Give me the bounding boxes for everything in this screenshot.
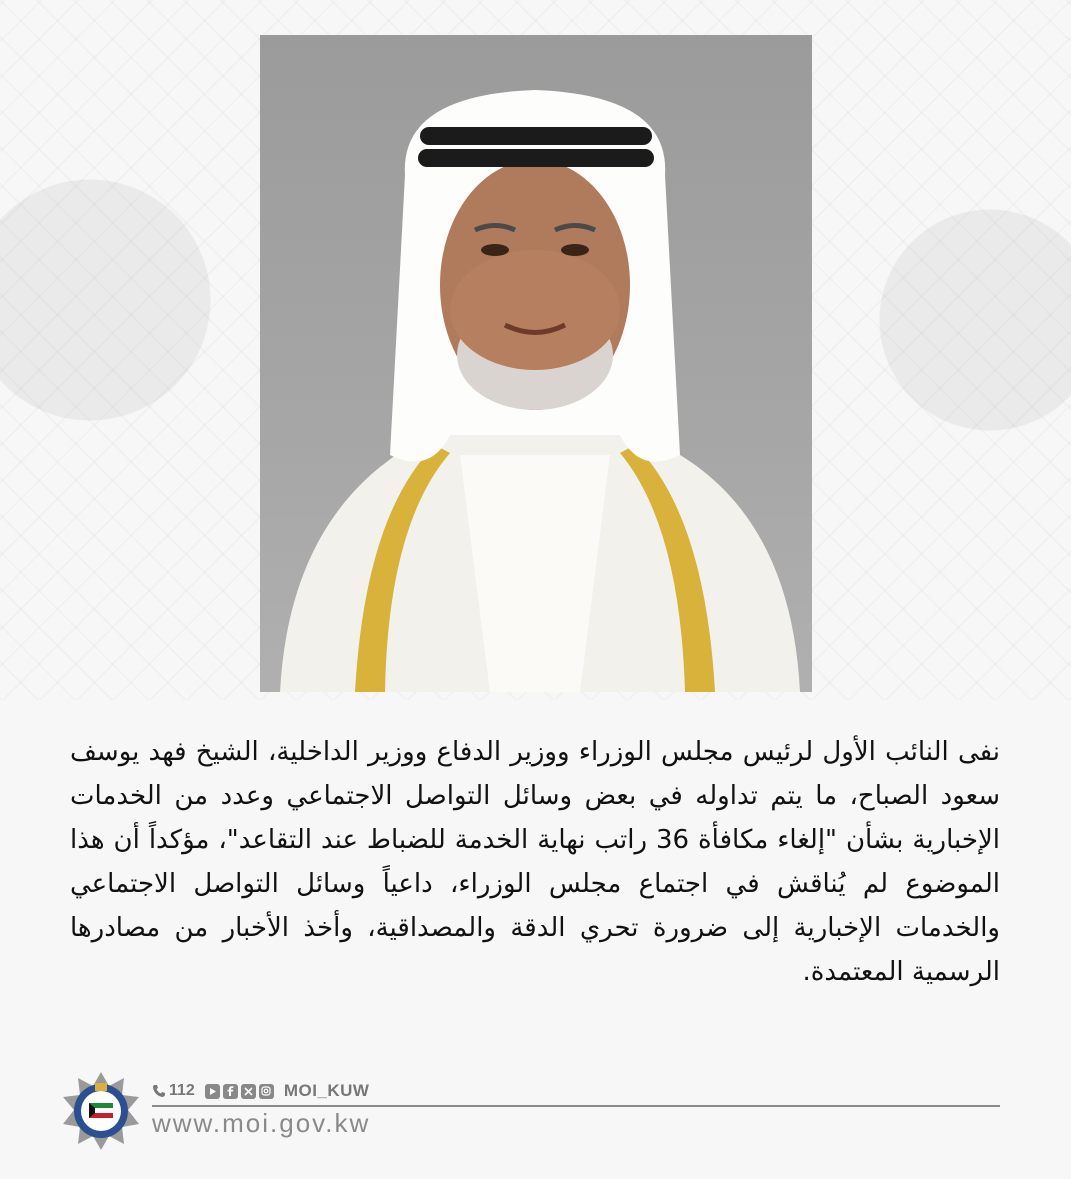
facebook-icon[interactable] <box>223 1084 238 1099</box>
phone-number: 112 <box>169 1082 195 1099</box>
police-seal-icon <box>60 1070 142 1152</box>
social-handle[interactable]: MOI_KUW <box>283 1081 370 1100</box>
website-link[interactable]: www.moi.gov.kw <box>152 1108 371 1138</box>
social-icons <box>205 1084 274 1099</box>
instagram-icon[interactable] <box>259 1084 274 1099</box>
footer <box>60 1070 1000 1150</box>
footer-divider <box>152 1105 1000 1107</box>
phone-icon <box>152 1084 166 1098</box>
x-icon[interactable] <box>241 1084 256 1099</box>
portrait-photo <box>260 35 812 692</box>
youtube-icon[interactable] <box>205 1084 220 1099</box>
article-text: نفى النائب الأول لرئيس مجلس الوزراء ووزير الدفاع ووزير الداخلية، الشيخ فهد يوسف سعود الصباح، ما يتم تداوله في بعض وسائل التواصل الاجتماعي وعدد من الخدمات الإخبارية بشأن "إلغاء مكافأة 36 راتب نهاية الخدمة للضباط عند التقاعد"، مؤكداً أن هذا الموضوع لم يُناقش في اجتماع مجلس الوزراء، داعياً وسائل التواصل الاجتماعي والخدمات الإخبارية إلى ضرورة تحري الدقة والمصداقية، وأخذ الأخبار من مصادرها الرسمية المعتمدة. <box>70 737 1001 987</box>
contact-row <box>152 1080 369 1102</box>
phone-contact[interactable] <box>152 1082 195 1100</box>
